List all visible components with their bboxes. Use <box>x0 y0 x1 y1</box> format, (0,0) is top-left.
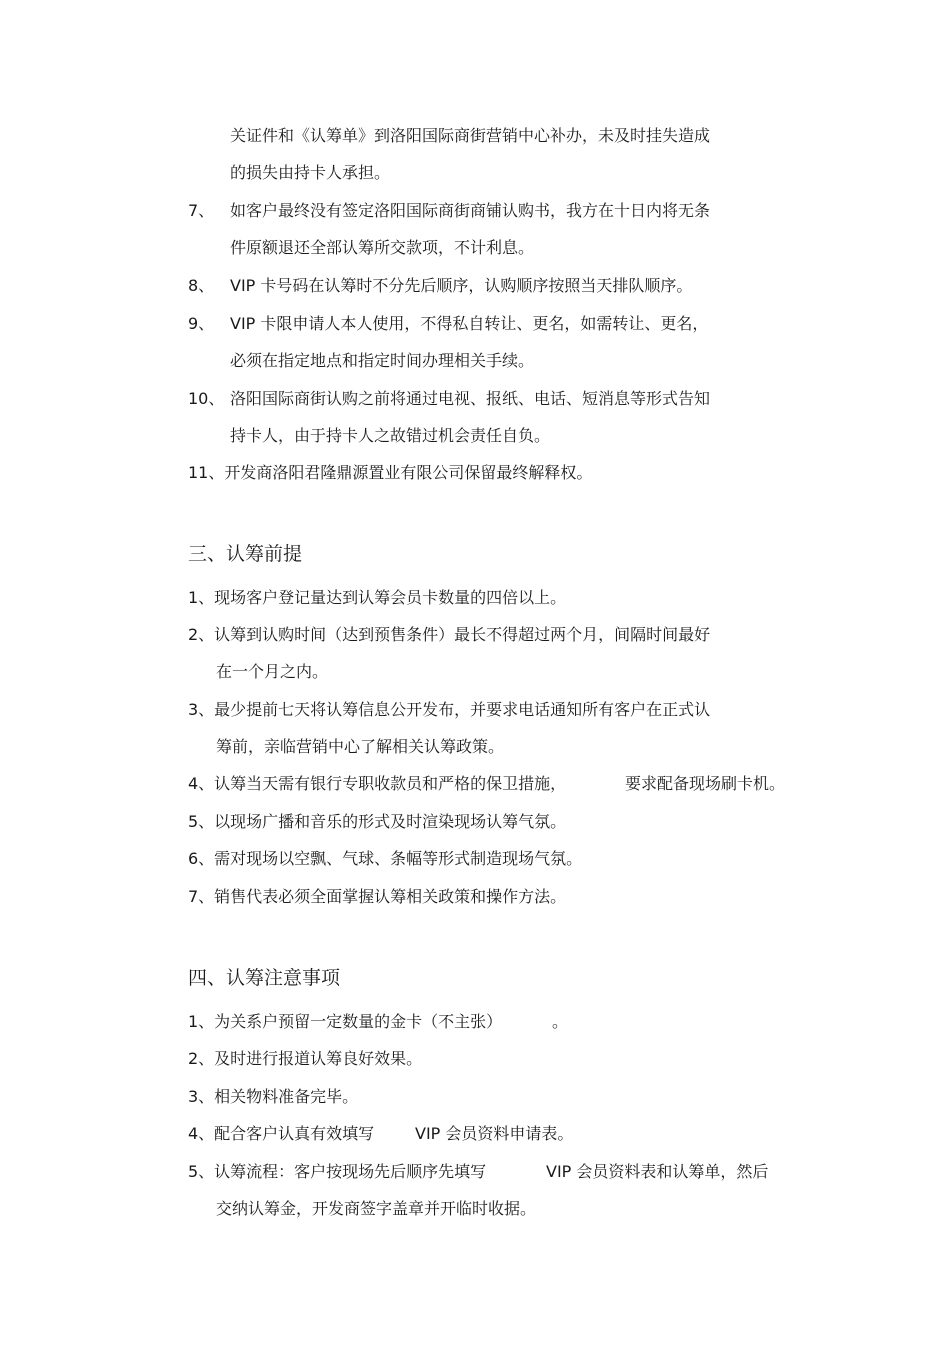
s3-item3-line2: 筹前，亲临营销中心了解相关认筹政策。 <box>216 737 505 756</box>
s3-item7: 7、销售代表必须全面掌握认筹相关政策和操作方法。 <box>188 887 567 906</box>
item9-line1: VIP 卡限申请人本人使用，不得私自转让、更名，如需转让、更名， <box>230 314 709 333</box>
s4-item5-part2: VIP 会员资料表和认筹单，然后 <box>546 1162 769 1181</box>
s4-item5-part1: 5、认筹流程：客户按现场先后顺序先填写 <box>188 1162 487 1181</box>
item6-continuation-line1: 关证件和《认筹单》到洛阳国际商街营销中心补办，未及时挂失造成 <box>230 126 711 145</box>
item10-line1: 洛阳国际商街认购之前将通过电视、报纸、电话、短消息等形式告知 <box>230 389 711 408</box>
section3-heading: 三、认筹前提 <box>188 543 303 565</box>
s3-item3-line1: 3、最少提前七天将认筹信息公开发布，并要求电话通知所有客户在正式认 <box>188 700 711 719</box>
s3-item1: 1、现场客户登记量达到认筹会员卡数量的四倍以上。 <box>188 588 567 607</box>
s4-item4-part1: 4、配合客户认真有效填写 <box>188 1124 375 1143</box>
s3-item4-part2: 要求配备现场刷卡机。 <box>625 774 786 793</box>
item9-number: 9、 <box>188 314 215 333</box>
item10-line2: 持卡人，由于持卡人之故错过机会责任自负。 <box>230 426 551 445</box>
s3-item2-line2: 在一个月之内。 <box>216 662 329 681</box>
section4-heading: 四、认筹注意事项 <box>188 967 341 989</box>
item8-line1: VIP 卡号码在认筹时不分先后顺序，认购顺序按照当天排队顺序。 <box>230 276 693 295</box>
s4-item3: 3、相关物料准备完毕。 <box>188 1087 359 1106</box>
s3-item4-part1: 4、认筹当天需有银行专职收款员和严格的保卫措施， <box>188 774 567 793</box>
s4-item4-part2: VIP 会员资料申请表。 <box>415 1124 574 1143</box>
item11-line: 11、开发商洛阳君隆鼎源置业有限公司保留最终解释权。 <box>188 463 593 482</box>
s3-item2-line1: 2、认筹到认购时间（达到预售条件）最长不得超过两个月，间隔时间最好 <box>188 625 711 644</box>
item7-line1: 如客户最终没有签定洛阳国际商街商铺认购书，我方在十日内将无条 <box>230 201 711 220</box>
item7-line2: 件原额退还全部认筹所交款项，不计利息。 <box>230 238 535 257</box>
s4-item2: 2、及时进行报道认筹良好效果。 <box>188 1049 423 1068</box>
s4-item1-part2: 。 <box>552 1012 569 1031</box>
item7-number: 7、 <box>188 201 215 220</box>
item10-number: 10、 <box>188 389 225 408</box>
s3-item6: 6、需对现场以空飘、气球、条幅等形式制造现场气氛。 <box>188 849 583 868</box>
s4-item1-part1: 1、为关系户预留一定数量的金卡（不主张） <box>188 1012 503 1031</box>
item6-continuation-line2: 的损失由持卡人承担。 <box>230 163 391 182</box>
item9-line2: 必须在指定地点和指定时间办理相关手续。 <box>230 351 535 370</box>
s3-item5: 5、以现场广播和音乐的形式及时渲染现场认筹气氛。 <box>188 812 567 831</box>
s4-item5-line2: 交纳认筹金，开发商签字盖章并开临时收据。 <box>216 1199 537 1218</box>
item8-number: 8、 <box>188 276 215 295</box>
